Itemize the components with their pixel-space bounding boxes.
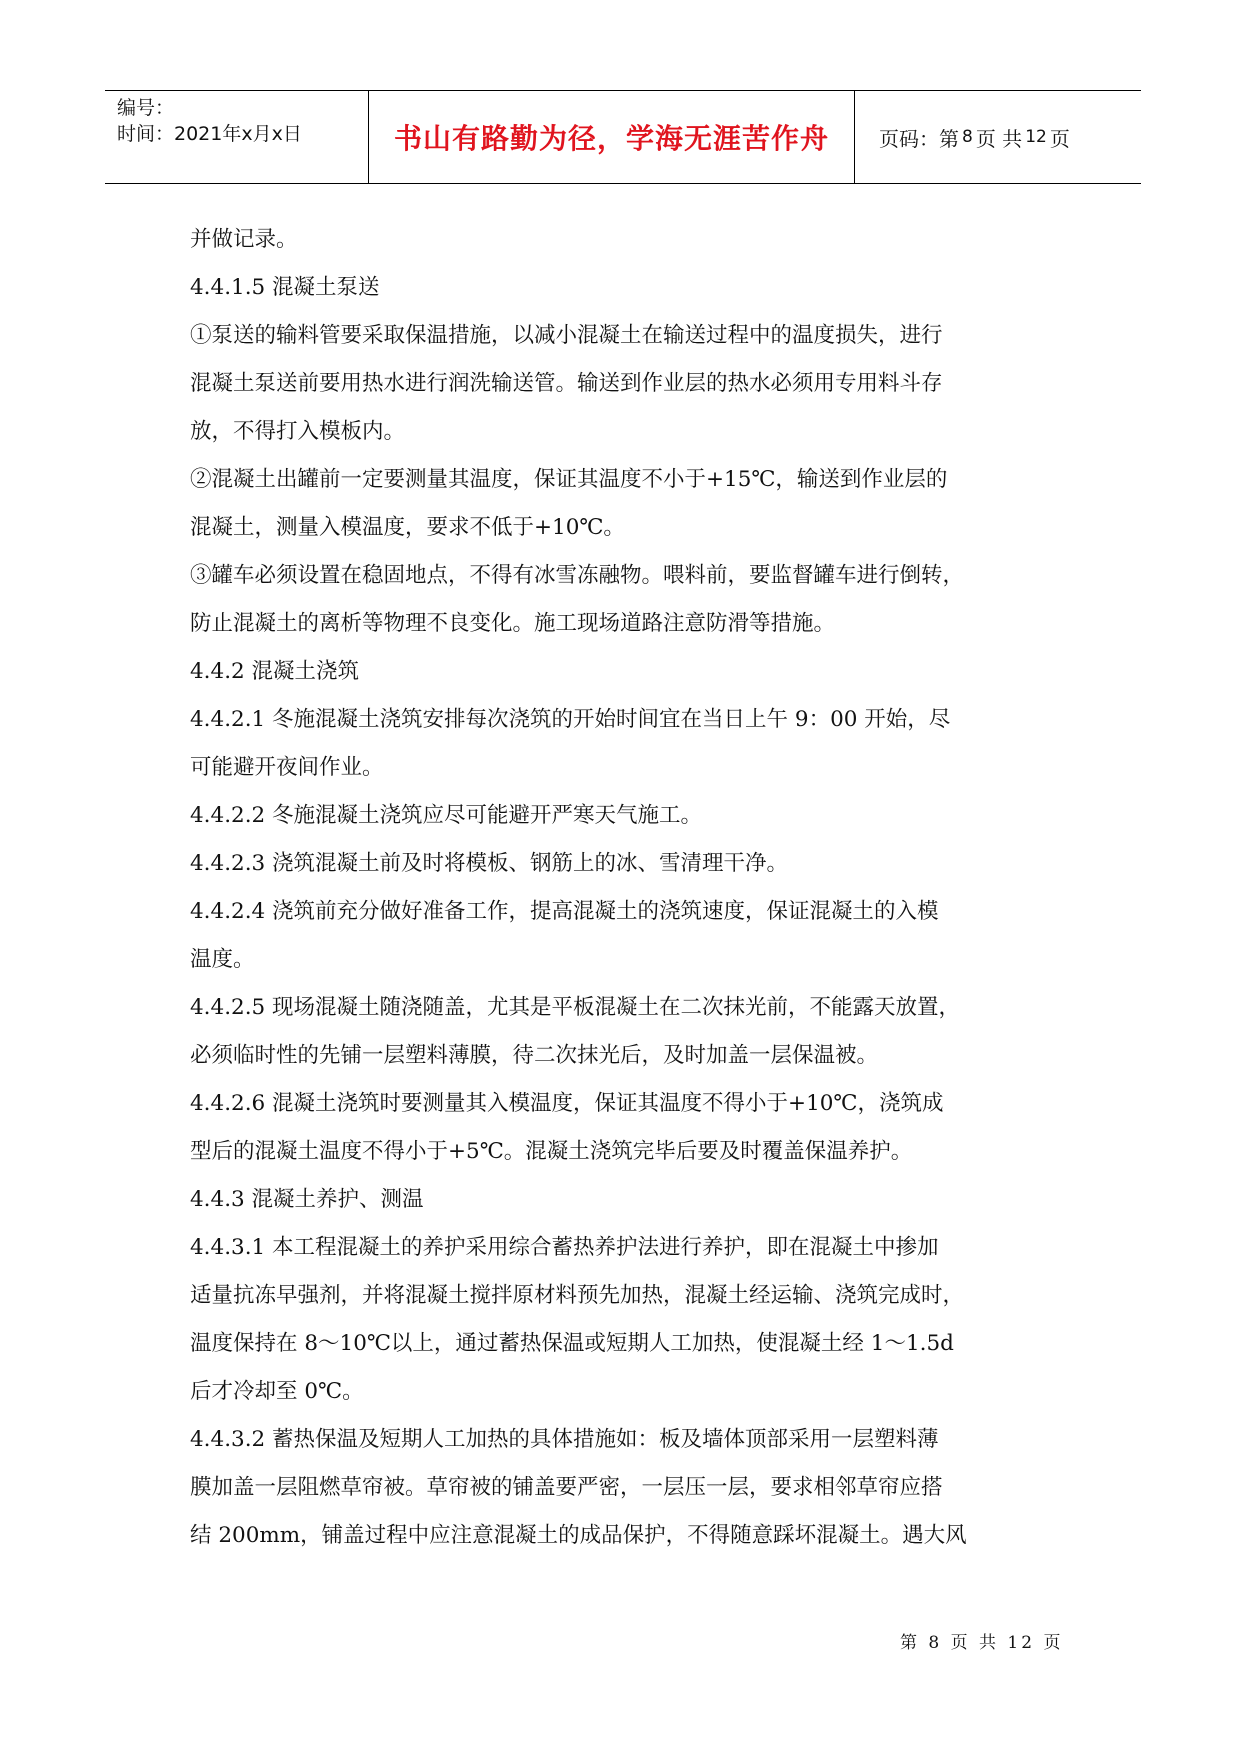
section-heading: 4.4.2 混凝土浇筑 [190,659,360,684]
body-line: 后才冷却至 0℃。 [190,1379,364,1404]
body-line: 4.4.2.6 混凝土浇筑时要测量其入模温度，保证其温度不得小于+10℃，浇筑成 [190,1091,944,1116]
body-line: 混凝土泵送前要用热水进行润洗输送管。输送到作业层的热水必须用专用料斗存 [190,371,943,396]
body-line: ①泵送的输料管要采取保温措施，以减小混凝土在输送过程中的温度损失，进行 [190,323,943,348]
body-line: 并做记录。 [190,227,298,252]
page-prefix: 页码：第 [879,126,959,151]
body-line: 结 200mm，铺盖过程中应注意混凝土的成品保护，不得随意踩坏混凝土。遇大风 [190,1523,967,1548]
page-header [105,90,1141,184]
header-page-indicator [855,91,1141,183]
body-line: 膜加盖一层阻燃草帘被。草帘被的铺盖要严密，一层压一层，要求相邻草帘应搭 [190,1475,943,1500]
body-line: 温度保持在 8～10℃以上，通过蓄热保温或短期人工加热，使混凝土经 1～1.5d [190,1331,954,1356]
body-line: 4.4.3.1 本工程混凝土的养护采用综合蓄热养护法进行养护，即在混凝土中掺加 [190,1235,939,1260]
body-line: 放，不得打入模板内。 [190,419,406,444]
body-line: ②混凝土出罐前一定要测量其温度，保证其温度不小于+15℃，输送到作业层的 [190,467,948,492]
document-body [190,216,1060,1560]
page-footer-number: 第 8 页 共 12 页 [900,1633,1064,1653]
page-suffix: 页 [1049,126,1070,151]
page-middle-text: 页 共 [975,126,1023,151]
body-line: 4.4.2.5 现场混凝土随浇随盖，尤其是平板混凝土在二次抹光前，不能露天放置， [190,995,961,1020]
body-line: 4.4.2.2 冬施混凝土浇筑应尽可能避开严寒天气施工。 [190,803,703,828]
body-line: 必须临时性的先铺一层塑料薄膜，待二次抹光后，及时加盖一层保温被。 [190,1043,879,1068]
body-line: 4.4.2.4 浇筑前充分做好准备工作，提高混凝土的浇筑速度，保证混凝土的入模 [190,899,939,924]
body-line: 适量抗冻早强剂，并将混凝土搅拌原材料预先加热，混凝土经运输、浇筑完成时， [190,1283,965,1308]
body-line: 4.4.2.3 浇筑混凝土前及时将模板、钢筋上的冰、雪清理干净。 [190,851,789,876]
body-line: 防止混凝土的离析等物理不良变化。施工现场道路注意防滑等措施。 [190,611,836,636]
body-line: ③罐车必须设置在稳固地点，不得有冰雪冻融物。喂料前，要监督罐车进行倒转， [190,563,965,588]
header-info-cell [105,91,369,183]
body-line: 可能避开夜间作业。 [190,755,384,780]
document-time-label: 时间：2021年x月x日 [117,123,302,145]
body-line: 4.4.3.2 蓄热保温及短期人工加热的具体措施如：板及墙体顶部采用一层塑料薄 [190,1427,939,1452]
body-line: 4.4.2.1 冬施混凝土浇筑安排每次浇筑的开始时间宜在当日上午 9：00 开始，尽 [190,707,951,732]
page-total-number: 12 [1025,127,1047,147]
body-line: 混凝土，测量入模温度，要求不低于+10℃。 [190,515,625,540]
body-line: 温度。 [190,947,255,972]
body-line: 型后的混凝土温度不得小于+5℃。混凝土浇筑完毕后要及时覆盖保温养护。 [190,1139,913,1164]
document-number-label: 编号： [117,97,175,119]
section-heading: 4.4.1.5 混凝土泵送 [190,275,380,300]
header-motto: 书山有路勤为径，学海无涯苦作舟 [369,91,855,183]
page-current-number: 8 [962,127,973,147]
section-heading: 4.4.3 混凝土养护、测温 [190,1187,424,1212]
